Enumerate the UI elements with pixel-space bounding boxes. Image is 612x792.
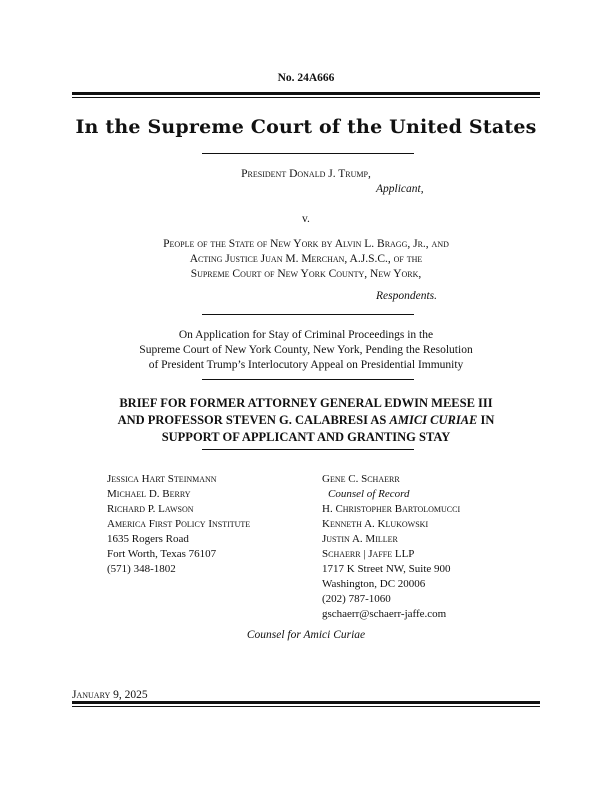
court-name: In the Supreme Court of the United States — [75, 116, 537, 138]
filing-date: January 9, 2025 — [72, 689, 148, 701]
counsel-address: 1717 K Street NW, Suite 900 — [322, 563, 451, 575]
brief-title-text: IN — [477, 413, 495, 427]
counsel-of-record-label: Counsel of Record — [328, 488, 410, 500]
top-rule-thin — [72, 97, 540, 98]
counsel-phone: (202) 787-1060 — [322, 593, 391, 605]
brief-title-line: SUPPORT OF APPLICANT AND GRANTING STAY — [161, 430, 451, 444]
divider-4 — [202, 449, 414, 450]
counsel-name: Michael D. Berry — [107, 488, 191, 500]
counsel-for: Counsel for Amici Curiae — [246, 629, 366, 641]
respondents-line: People of the State of New York by Alvin L. Bragg, Jr., and — [163, 238, 449, 250]
respondents-block — [0, 237, 612, 282]
counsel-email: gschaerr@schaerr-jaffe.com — [322, 608, 447, 620]
counsel-name: Justin A. Miller — [322, 533, 398, 545]
counsel-of-record-name: Gene C. Schaerr — [322, 473, 400, 485]
application-text — [0, 328, 612, 373]
applicant-name: President Donald J. Trump, — [241, 168, 371, 180]
respondents-line: Acting Justice Juan M. Merchan, A.J.S.C., of the — [189, 253, 423, 265]
counsel-name: Jessica Hart Steinmann — [107, 473, 217, 485]
bottom-rule — [72, 701, 540, 704]
divider-2 — [202, 314, 414, 315]
brief-title-text: AND PROFESSOR STEVEN G. CALABRESI AS — [117, 413, 390, 427]
divider-3 — [202, 379, 414, 380]
application-line: of President Trump’s Interlocutory Appeal on Presidential Immunity — [148, 359, 464, 371]
divider-1 — [202, 153, 414, 154]
brief-title — [0, 395, 612, 446]
brief-title-line — [0, 412, 612, 429]
counsel-organization: America First Policy Institute — [107, 518, 251, 530]
application-line: Supreme Court of New York County, New York, Pending the Resolution — [139, 344, 473, 356]
counsel-name: Kenneth A. Klukowski — [322, 518, 429, 530]
counsel-right — [322, 472, 460, 622]
docket-number: No. 24A666 — [277, 72, 335, 84]
top-rule — [72, 92, 540, 95]
application-line: On Application for Stay of Criminal Proceedings in the — [178, 329, 434, 341]
bottom-rule-thin — [72, 706, 540, 707]
counsel-firm: Schaerr | Jaffe LLP — [322, 548, 415, 560]
applicant-role: Applicant, — [376, 183, 424, 195]
counsel-address: 1635 Rogers Road — [107, 533, 189, 545]
counsel-address: Fort Worth, Texas 76107 — [107, 548, 217, 560]
brief-title-line: BRIEF FOR FORMER ATTORNEY GENERAL EDWIN MEESE III — [119, 396, 493, 410]
amici-curiae-italic: AMICI CURIAE — [389, 413, 478, 427]
counsel-left — [107, 472, 250, 577]
counsel-name: H. Christopher Bartolomucci — [322, 503, 461, 515]
respondents-line: Supreme Court of New York County, New York, — [190, 268, 422, 280]
counsel-phone: (571) 348-1802 — [107, 563, 176, 575]
versus: v. — [302, 213, 310, 225]
counsel-name: Richard P. Lawson — [107, 503, 194, 515]
counsel-address: Washington, DC 20006 — [322, 578, 426, 590]
respondents-role: Respondents. — [376, 290, 438, 302]
